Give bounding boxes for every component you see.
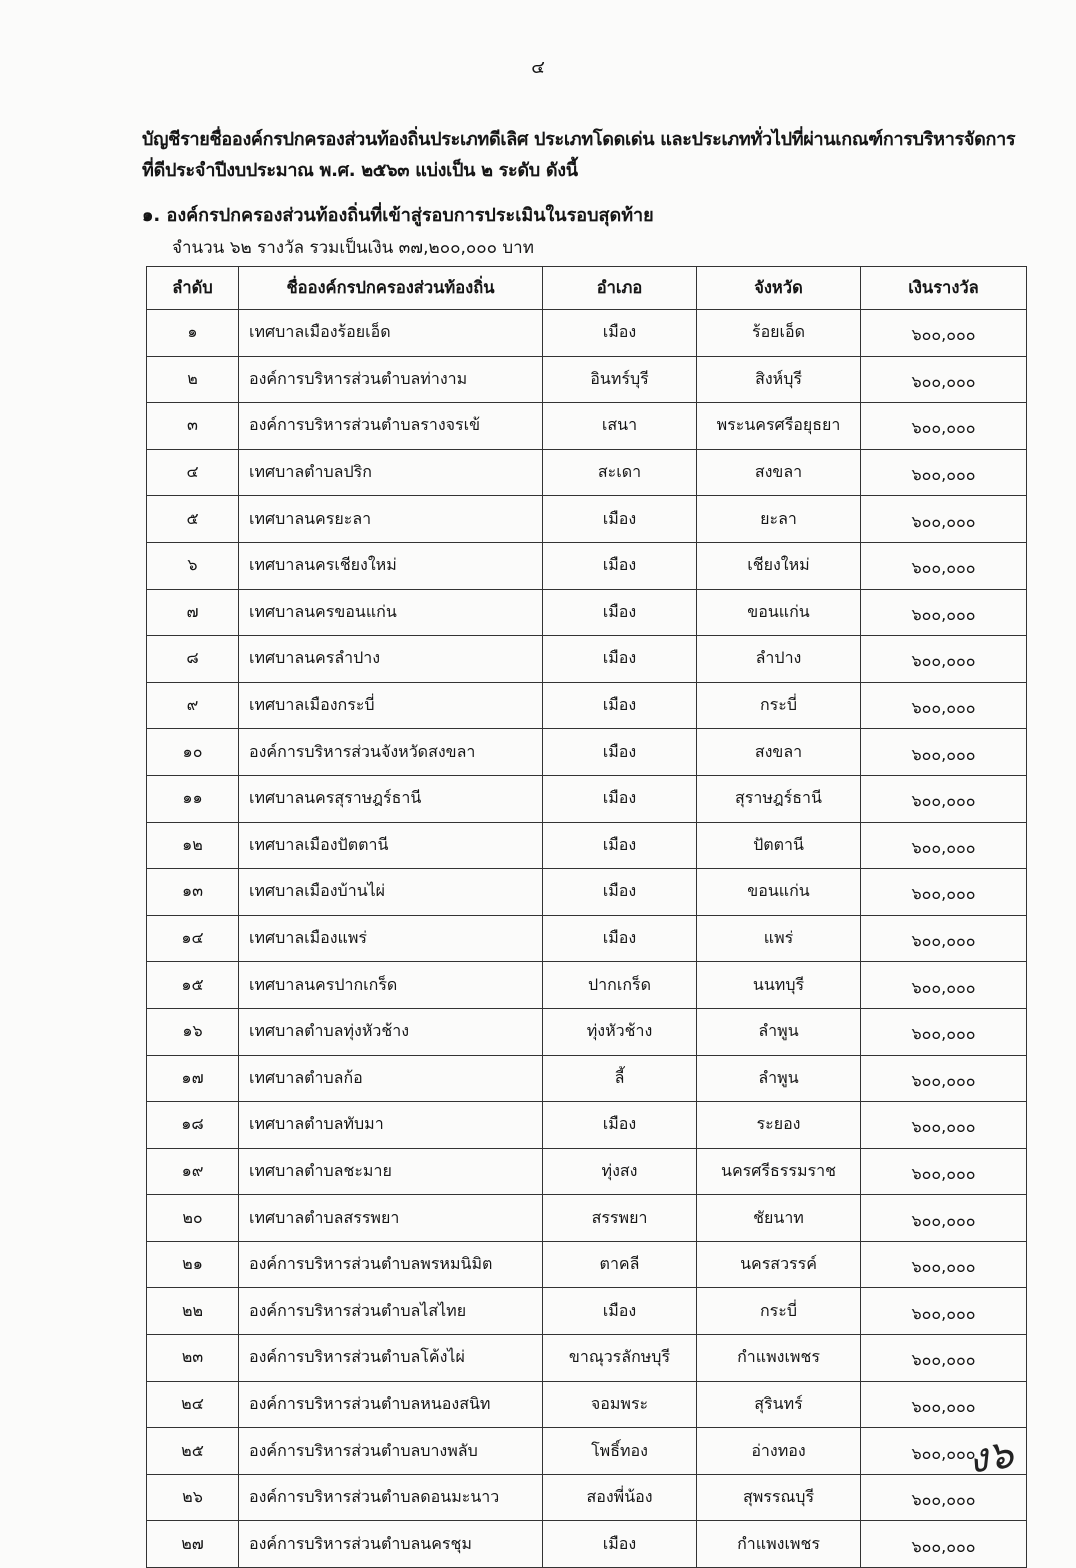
- cell-district: สะเดา: [543, 449, 697, 496]
- cell-order: ๑๙: [147, 1148, 239, 1195]
- cell-district: เมือง: [543, 915, 697, 962]
- cell-organization: เทศบาลนครขอนแก่น: [239, 589, 543, 636]
- cell-award: ๖๐๐,๐๐๐: [861, 403, 1027, 450]
- cell-district: ลี้: [543, 1055, 697, 1102]
- cell-organization: องค์การบริหารส่วนตำบลบางพลับ: [239, 1428, 543, 1475]
- cell-organization: เทศบาลนครลำปาง: [239, 636, 543, 683]
- cell-district: ทุ่งหัวช้าง: [543, 1008, 697, 1055]
- cell-organization: องค์การบริหารส่วนจังหวัดสงขลา: [239, 729, 543, 776]
- cell-order: ๒๔: [147, 1381, 239, 1428]
- cell-district: เมือง: [543, 542, 697, 589]
- cell-order: ๑๘: [147, 1102, 239, 1149]
- table-row: [147, 822, 1027, 869]
- cell-organization: เทศบาลตำบลทุ่งหัวช้าง: [239, 1008, 543, 1055]
- cell-province: สุราษฎร์ธานี: [697, 775, 861, 822]
- cell-award: ๖๐๐,๐๐๐: [861, 682, 1027, 729]
- cell-organization: องค์การบริหารส่วนตำบลไสไทย: [239, 1288, 543, 1335]
- cell-organization: เทศบาลเมืองบ้านไผ่: [239, 869, 543, 916]
- header-province: จังหวัด: [697, 267, 861, 310]
- cell-order: ๔: [147, 449, 239, 496]
- cell-province: ปัตตานี: [697, 822, 861, 869]
- cell-province: นครสวรรค์: [697, 1241, 861, 1288]
- cell-organization: เทศบาลเมืองกระบี่: [239, 682, 543, 729]
- cell-award: ๖๐๐,๐๐๐: [861, 496, 1027, 543]
- table-row: [147, 1335, 1027, 1382]
- cell-order: ๒๐: [147, 1195, 239, 1242]
- cell-province: กำแพงเพชร: [697, 1521, 861, 1568]
- cell-order: ๑๕: [147, 962, 239, 1009]
- cell-district: เมือง: [543, 729, 697, 776]
- table-row: [147, 962, 1027, 1009]
- cell-order: ๕: [147, 496, 239, 543]
- cell-district: เมือง: [543, 310, 697, 357]
- cell-organization: องค์การบริหารส่วนตำบลนครชุม: [239, 1521, 543, 1568]
- cell-award: ๖๐๐,๐๐๐: [861, 1381, 1027, 1428]
- table-row: [147, 589, 1027, 636]
- cell-district: เมือง: [543, 775, 697, 822]
- cell-order: ๑๔: [147, 915, 239, 962]
- table-row: [147, 1241, 1027, 1288]
- table-row: [147, 729, 1027, 776]
- cell-award: ๖๐๐,๐๐๐: [861, 1148, 1027, 1195]
- table-row: [147, 449, 1027, 496]
- cell-order: ๘: [147, 636, 239, 683]
- cell-organization: องค์การบริหารส่วนตำบลหนองสนิท: [239, 1381, 543, 1428]
- cell-award: ๖๐๐,๐๐๐: [861, 636, 1027, 683]
- cell-award: ๖๐๐,๐๐๐: [861, 589, 1027, 636]
- cell-province: ขอนแก่น: [697, 589, 861, 636]
- table-row: [147, 869, 1027, 916]
- cell-district: เมือง: [543, 822, 697, 869]
- cell-district: อินทร์บุรี: [543, 356, 697, 403]
- cell-province: ยะลา: [697, 496, 861, 543]
- table-header-row: [147, 267, 1027, 310]
- cell-organization: เทศบาลตำบลสรรพยา: [239, 1195, 543, 1242]
- cell-province: กระบี่: [697, 1288, 861, 1335]
- cell-order: ๑๑: [147, 775, 239, 822]
- cell-order: ๗: [147, 589, 239, 636]
- cell-award: ๖๐๐,๐๐๐: [861, 1241, 1027, 1288]
- cell-province: พระนครศรีอยุธยา: [697, 403, 861, 450]
- cell-organization: องค์การบริหารส่วนตำบลโค้งไผ่: [239, 1335, 543, 1382]
- table-row: [147, 1055, 1027, 1102]
- cell-award: ๖๐๐,๐๐๐: [861, 1195, 1027, 1242]
- cell-province: สุรินทร์: [697, 1381, 861, 1428]
- award-table: [146, 266, 1027, 1568]
- cell-organization: เทศบาลตำบลทับมา: [239, 1102, 543, 1149]
- section-subtitle: จำนวน ๖๒ รางวัล รวมเป็นเงิน ๓๗,๒๐๐,๐๐๐ บาท: [172, 238, 534, 258]
- handwritten-signature: ง๖: [965, 1431, 1017, 1483]
- cell-order: ๒๗: [147, 1521, 239, 1568]
- cell-district: เมือง: [543, 496, 697, 543]
- cell-order: ๒๕: [147, 1428, 239, 1475]
- cell-award: ๖๐๐,๐๐๐: [861, 1288, 1027, 1335]
- table-row: [147, 1521, 1027, 1568]
- header-award: เงินรางวัล: [861, 267, 1027, 310]
- table-row: [147, 403, 1027, 450]
- cell-award: ๖๐๐,๐๐๐: [861, 1428, 1027, 1475]
- cell-award: ๖๐๐,๐๐๐: [861, 449, 1027, 496]
- header-district: อำเภอ: [543, 267, 697, 310]
- cell-province: ระยอง: [697, 1102, 861, 1149]
- cell-district: ปากเกร็ด: [543, 962, 697, 1009]
- cell-award: ๖๐๐,๐๐๐: [861, 962, 1027, 1009]
- cell-order: ๑๓: [147, 869, 239, 916]
- table-row: [147, 496, 1027, 543]
- cell-district: เมือง: [543, 589, 697, 636]
- cell-district: เมือง: [543, 1521, 697, 1568]
- cell-district: เมือง: [543, 869, 697, 916]
- cell-province: ลำปาง: [697, 636, 861, 683]
- page-number: ๔: [531, 57, 545, 78]
- table-row: [147, 1148, 1027, 1195]
- header-order: ลำดับ: [147, 267, 239, 310]
- cell-province: ลำพูน: [697, 1055, 861, 1102]
- table-row: [147, 542, 1027, 589]
- table-row: [147, 1288, 1027, 1335]
- table-row: [147, 1102, 1027, 1149]
- cell-district: ทุ่งสง: [543, 1148, 697, 1195]
- cell-organization: เทศบาลเมืองแพร่: [239, 915, 543, 962]
- cell-order: ๓: [147, 403, 239, 450]
- cell-order: ๑๖: [147, 1008, 239, 1055]
- cell-province: กระบี่: [697, 682, 861, 729]
- cell-organization: เทศบาลเมืองปัตตานี: [239, 822, 543, 869]
- cell-province: ร้อยเอ็ด: [697, 310, 861, 357]
- table-row: [147, 356, 1027, 403]
- cell-district: เมือง: [543, 1288, 697, 1335]
- cell-order: ๑๐: [147, 729, 239, 776]
- cell-order: ๒๓: [147, 1335, 239, 1382]
- cell-district: เมือง: [543, 636, 697, 683]
- cell-organization: เทศบาลนครเชียงใหม่: [239, 542, 543, 589]
- cell-province: สุพรรณบุรี: [697, 1474, 861, 1521]
- cell-organization: เทศบาลเมืองร้อยเอ็ด: [239, 310, 543, 357]
- cell-award: ๖๐๐,๐๐๐: [861, 1474, 1027, 1521]
- cell-award: ๖๐๐,๐๐๐: [861, 356, 1027, 403]
- cell-award: ๖๐๐,๐๐๐: [861, 1055, 1027, 1102]
- cell-award: ๖๐๐,๐๐๐: [861, 729, 1027, 776]
- cell-award: ๖๐๐,๐๐๐: [861, 542, 1027, 589]
- cell-district: เสนา: [543, 403, 697, 450]
- cell-province: สงขลา: [697, 729, 861, 776]
- cell-organization: องค์การบริหารส่วนตำบลดอนมะนาว: [239, 1474, 543, 1521]
- cell-organization: องค์การบริหารส่วนตำบลรางจรเข้: [239, 403, 543, 450]
- table-row: [147, 310, 1027, 357]
- table-row: [147, 1428, 1027, 1475]
- table-row: [147, 775, 1027, 822]
- table-row: [147, 1474, 1027, 1521]
- cell-order: ๒๒: [147, 1288, 239, 1335]
- cell-award: ๖๐๐,๐๐๐: [861, 1335, 1027, 1382]
- cell-province: นครศรีธรรมราช: [697, 1148, 861, 1195]
- cell-province: ลำพูน: [697, 1008, 861, 1055]
- cell-organization: เทศบาลนครสุราษฎร์ธานี: [239, 775, 543, 822]
- cell-organization: เทศบาลนครยะลา: [239, 496, 543, 543]
- cell-award: ๖๐๐,๐๐๐: [861, 822, 1027, 869]
- cell-province: แพร่: [697, 915, 861, 962]
- cell-organization: เทศบาลตำบลปริก: [239, 449, 543, 496]
- cell-order: ๒๑: [147, 1241, 239, 1288]
- cell-province: สงขลา: [697, 449, 861, 496]
- cell-organization: องค์การบริหารส่วนตำบลท่างาม: [239, 356, 543, 403]
- cell-organization: เทศบาลนครปากเกร็ด: [239, 962, 543, 1009]
- cell-district: ตาคลี: [543, 1241, 697, 1288]
- cell-province: ขอนแก่น: [697, 869, 861, 916]
- cell-award: ๖๐๐,๐๐๐: [861, 1521, 1027, 1568]
- cell-province: สิงห์บุรี: [697, 356, 861, 403]
- cell-district: เมือง: [543, 1102, 697, 1149]
- cell-district: โพธิ์ทอง: [543, 1428, 697, 1475]
- cell-order: ๒: [147, 356, 239, 403]
- cell-award: ๖๐๐,๐๐๐: [861, 1008, 1027, 1055]
- table-row: [147, 682, 1027, 729]
- document-heading: บัญชีรายชื่อองค์กรปกครองส่วนท้องถิ่นประเภทดีเลิศ ประเภทโดดเด่น และประเภททั่วไปที่ผ่านเกณฑ์การบริหารจัดการที่ดีประจำปีงบประมาณ พ.ศ. ๒๕๖๓ แบ่งเป็น ๒ ระดับ ดังนี้: [142, 129, 1016, 181]
- cell-award: ๖๐๐,๐๐๐: [861, 1102, 1027, 1149]
- cell-order: ๙: [147, 682, 239, 729]
- cell-award: ๖๐๐,๐๐๐: [861, 775, 1027, 822]
- cell-organization: เทศบาลตำบลชะมาย: [239, 1148, 543, 1195]
- table-row: [147, 1381, 1027, 1428]
- cell-district: จอมพระ: [543, 1381, 697, 1428]
- cell-organization: เทศบาลตำบลก้อ: [239, 1055, 543, 1102]
- section-title: ๑. องค์กรปกครองส่วนท้องถิ่นที่เข้าสู่รอบการประเมินในรอบสุดท้าย: [142, 205, 654, 226]
- cell-district: สองพี่น้อง: [543, 1474, 697, 1521]
- cell-order: ๑๒: [147, 822, 239, 869]
- cell-province: เชียงใหม่: [697, 542, 861, 589]
- table-row: [147, 1195, 1027, 1242]
- cell-order: ๑: [147, 310, 239, 357]
- cell-district: เมือง: [543, 682, 697, 729]
- cell-organization: องค์การบริหารส่วนตำบลพรหมนิมิต: [239, 1241, 543, 1288]
- cell-province: ชัยนาท: [697, 1195, 861, 1242]
- cell-province: กำแพงเพชร: [697, 1335, 861, 1382]
- cell-province: อ่างทอง: [697, 1428, 861, 1475]
- cell-award: ๖๐๐,๐๐๐: [861, 310, 1027, 357]
- cell-province: นนทบุรี: [697, 962, 861, 1009]
- cell-order: ๑๗: [147, 1055, 239, 1102]
- table-row: [147, 915, 1027, 962]
- cell-district: สรรพยา: [543, 1195, 697, 1242]
- cell-order: ๒๖: [147, 1474, 239, 1521]
- header-organization: ชื่อองค์กรปกครองส่วนท้องถิ่น: [239, 267, 543, 310]
- cell-award: ๖๐๐,๐๐๐: [861, 915, 1027, 962]
- cell-order: ๖: [147, 542, 239, 589]
- cell-district: ขาณุวรลักษบุรี: [543, 1335, 697, 1382]
- table-row: [147, 636, 1027, 683]
- table-row: [147, 1008, 1027, 1055]
- cell-award: ๖๐๐,๐๐๐: [861, 869, 1027, 916]
